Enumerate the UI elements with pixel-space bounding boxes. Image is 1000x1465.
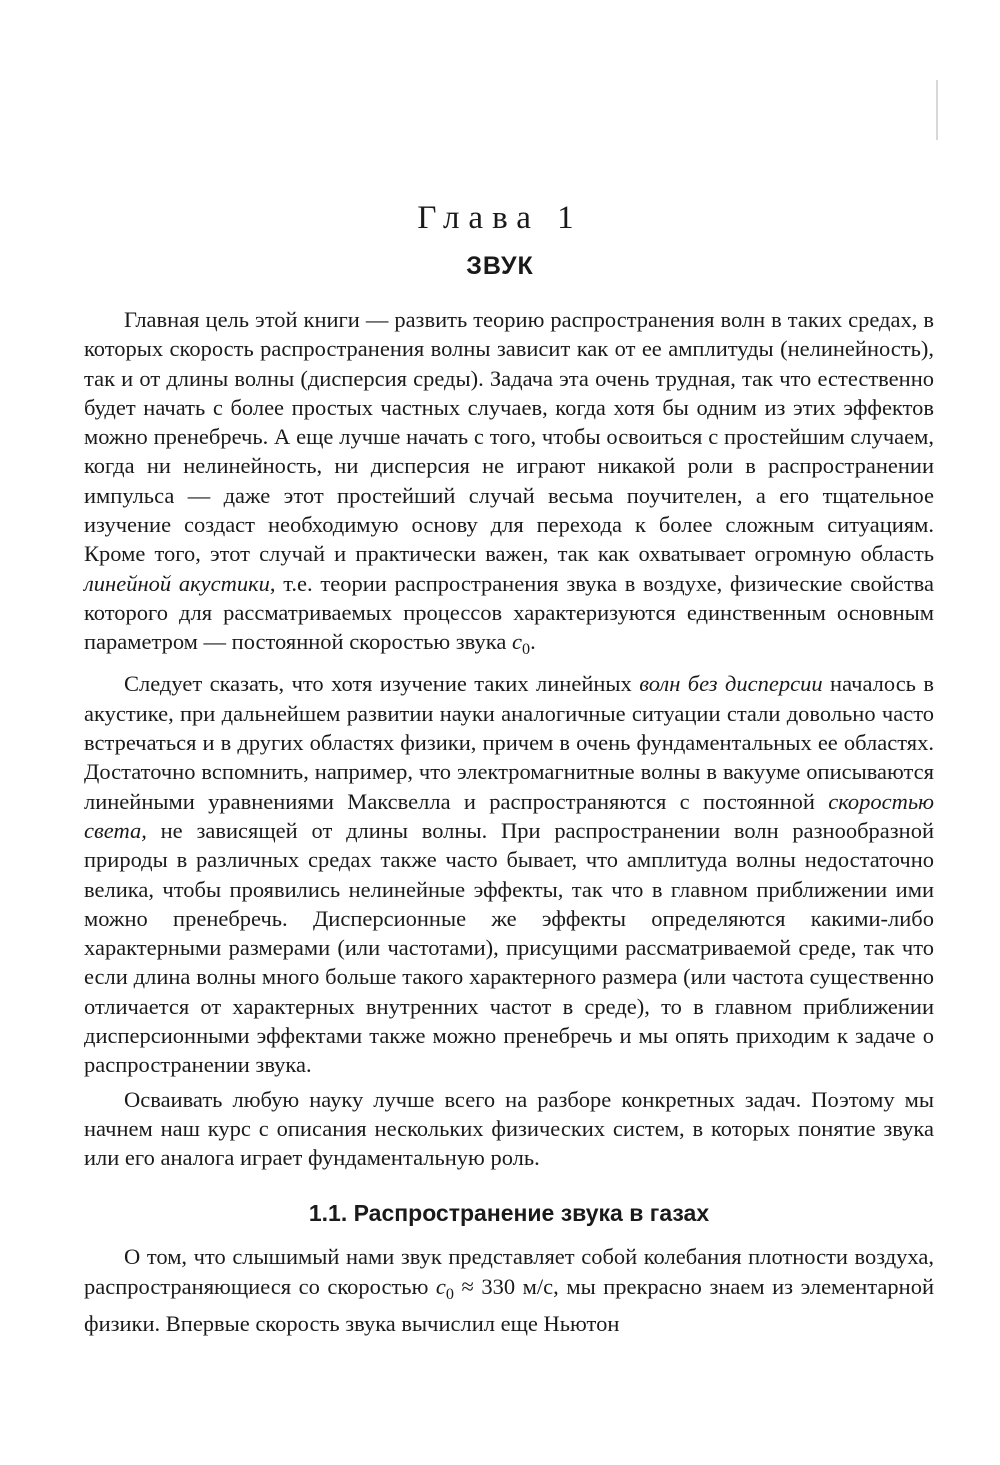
chapter-body [84, 305, 934, 1338]
term-waves-without-dispersion: волн без дисперсии [639, 671, 823, 697]
term-speed-of-light: скоростью света, [84, 788, 934, 843]
section-heading: 1.1. Распространение звука в газах [308, 1200, 710, 1227]
paragraph-waves-without-dispersion: Следует сказать, что хотя изучение таких линейных волн без дисперсии началось в акустике, при дальнейшем развитии науки аналогичные ситуации стали довольно часто встречаться и в других областях физики, причем в очень фундаментальных ее областях. Достаточно вспомнить, например, что электромагнитные волны в вакууме описываются линейными уравнениями Максвелла и распространяются с постоянной скоростью света, не зависящей от длины волны. При распространении волн разнообразной природы в различных средах также часто бывает, что амплитуда волны недостаточно велика, чтобы проявились нелинейные эффекты, так что в главном приближении ими можно пренебречь. Дисперсионные же эффекты определяются какими-либо характерными размерами (или частотами), присущими рассматриваемой среде, так что если длина волны много больше такого характерного размера (или частота существенно отличается от характерных внутренних частот в среде), то в главном приближении дисперсионными эффектами также можно пренебречь и мы опять приходим к задаче о распространении звука. [84, 671, 934, 1078]
chapter-title: ЗВУК [466, 252, 534, 280]
sound-speed-formula: $c_0$ [435, 1273, 454, 1303]
paragraph-course-plan: Осваивать любую науку лучше всего на разборе конкретных задач. Поэтому мы начнем наш курс с описания нескольких физических систем, в которых понятие звука или его аналога играет фундаментальную роль. [84, 1086, 934, 1171]
paragraph-sound-in-gases: О том, что слышимый нами звук представляет собой колебания плотности воздуха, распространяющиеся со скоростью $c_0 \approx 330$ м/с, мы прекрасно знаем из элементарной физики. Впервые скорость звука вычислил еще Ньютон [84, 1244, 934, 1336]
paragraph-intro: Главная цель этой книги — развить теорию распространения волн в таких средах, в которых скорость распространения волны зависит как от ее амплитуды (нелинейность), так и от длины волны (дисперсия среды). Задача эта очень трудная, так что естественно будет начать с более простых частных случаев, когда хотя бы одним из этих эффектов можно пренебречь. А еще лучше начать с того, чтобы освоиться с простейшим случаем, когда ни нелинейность, ни дисперсия не играют никакой роли в распространении импульса — даже этот простейший случай весьма поучителен, а его тщательное изучение создаст необходимую основу для перехода к более сложным ситуациям. Кроме того, этот случай и практически важен, так как охватывает огромную область линейной акустики, т.е. теории распространения звука в воздухе, физические свойства которого для рассматриваемых процессов характеризуются единственным основным параметром — постоянной скоростью звука $c_0$. [84, 307, 934, 659]
term-linear-acoustics: линейной акустики [84, 570, 270, 596]
scan-edge-mark [936, 80, 938, 140]
sound-speed-symbol: $c_0$ [512, 629, 531, 659]
chapter-number: Глава 1 [417, 200, 583, 236]
